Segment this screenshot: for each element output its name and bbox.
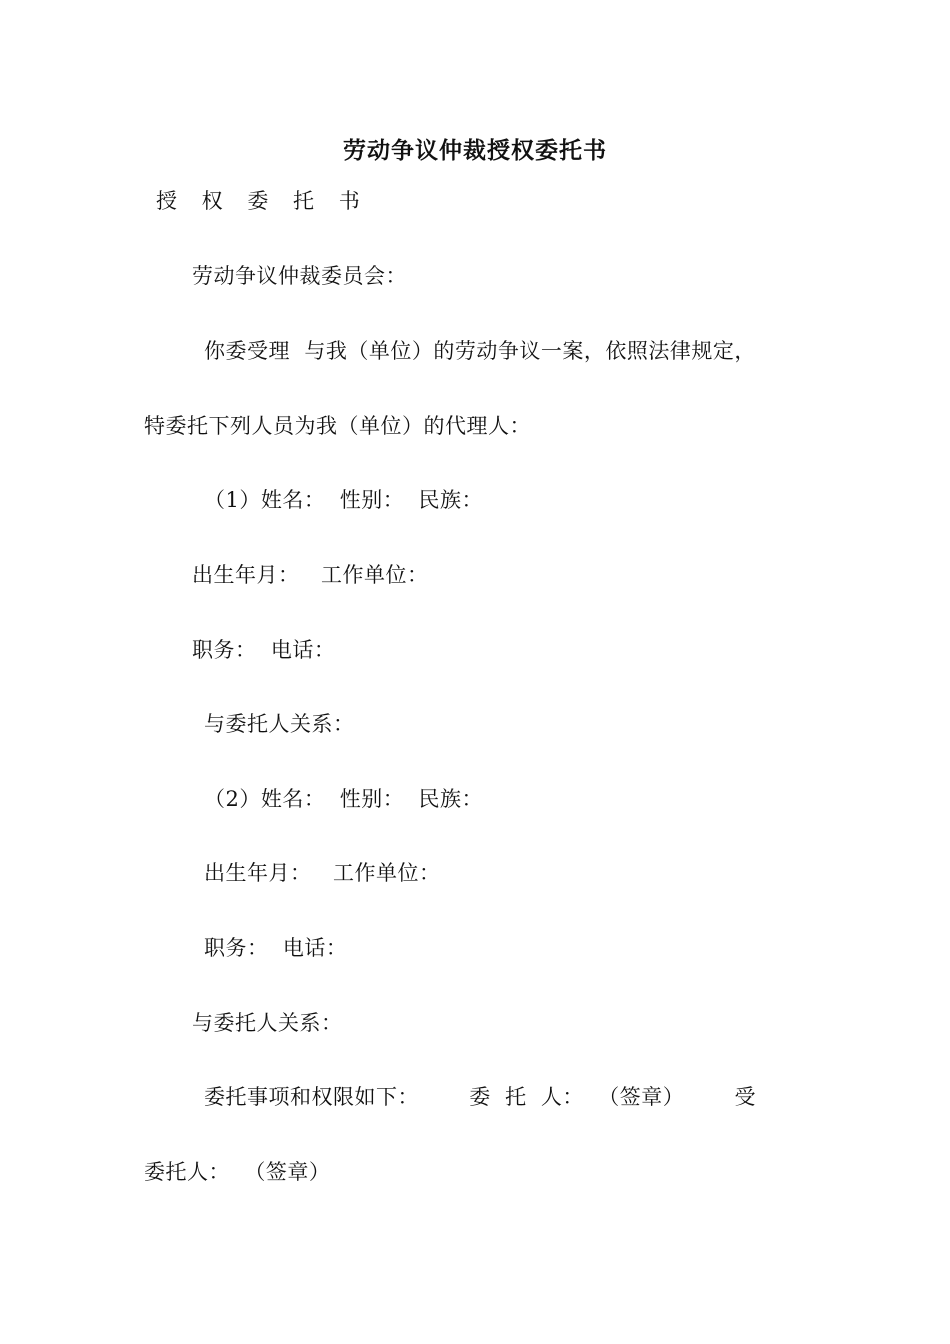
agent2-birth-line: 出生年月： 工作单位： — [204, 861, 441, 885]
agent2-relation-line: 与委托人关系： — [192, 1011, 343, 1035]
agent1-name-line: （1）姓名： 性别： 民族： — [204, 488, 484, 512]
agent1-birth-line: 出生年月： 工作单位： — [192, 563, 429, 587]
addressee: 劳动争议仲裁委员会： — [192, 264, 407, 288]
closing-line-2: 委托人： （签章） — [144, 1160, 331, 1184]
document-title: 劳动争议仲裁授权委托书 — [343, 137, 607, 164]
agent1-relation-line: 与委托人关系： — [204, 712, 355, 736]
agent2-position-line: 职务： 电话： — [204, 936, 348, 960]
document-subtitle: 授 权 委 托 书 — [156, 189, 369, 213]
agent2-name-line: （2）姓名： 性别： 民族： — [204, 787, 484, 811]
paragraph-line-1: 你委受理 与我（单位）的劳动争议一案，依照法律规定， — [204, 339, 756, 363]
closing-line-1: 委托事项和权限如下： 委 托 人： （签章） 受 — [204, 1085, 757, 1109]
agent1-position-line: 职务： 电话： — [192, 638, 336, 662]
paragraph-line-2: 特委托下列人员为我（单位）的代理人： — [144, 414, 531, 438]
